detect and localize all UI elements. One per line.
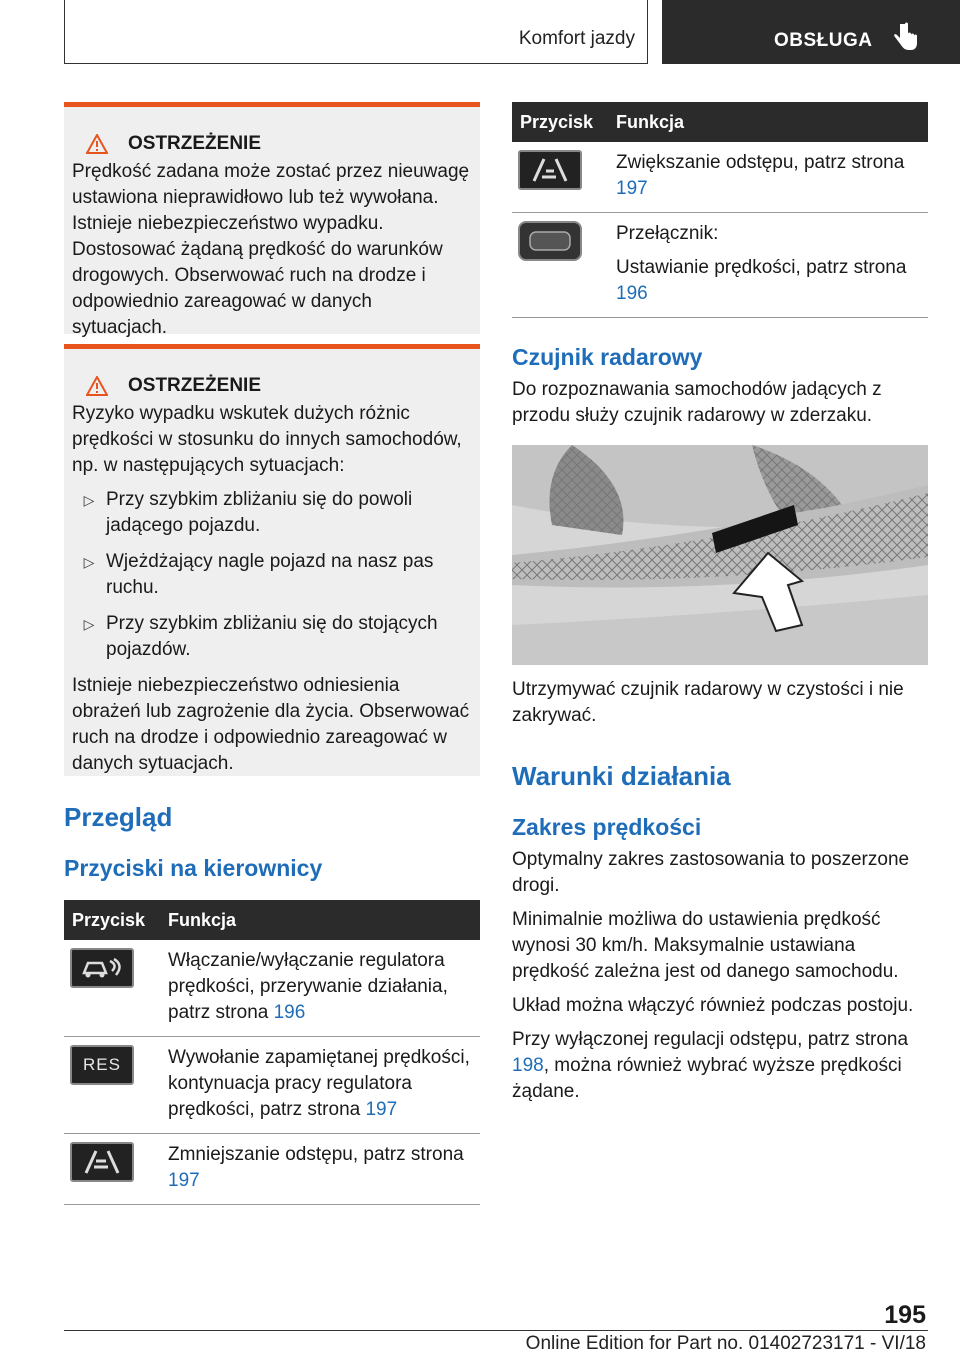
subsection-heading: Przyciski na kierownicy bbox=[64, 855, 323, 881]
section-title: Komfort jazdy bbox=[518, 28, 635, 49]
chapter-tab[interactable] bbox=[662, 0, 960, 64]
button-table bbox=[64, 900, 480, 1205]
page-link[interactable]: 197 bbox=[616, 178, 648, 199]
paragraph: Optymalny zakres zastosowania to poszerzone drogi. bbox=[512, 849, 910, 896]
warning-intro: Ryzyko wypadku wskutek dużych różnic prędkości w stosunku do innych samochodów, np. w następujących sytuacjach: bbox=[72, 403, 462, 476]
table-row bbox=[64, 1134, 480, 1205]
warning-title: OSTRZEŻENIE bbox=[128, 133, 262, 154]
warning-triangle-icon bbox=[86, 376, 108, 396]
page-link[interactable]: 196 bbox=[616, 283, 648, 304]
paragraph: Układ można włączyć również podczas postoju. bbox=[512, 995, 914, 1016]
page-link[interactable]: 198 bbox=[512, 1055, 544, 1076]
footer-divider bbox=[64, 1330, 928, 1331]
bullet-triangle-icon: ▷ bbox=[83, 616, 95, 632]
column-header: Przycisk bbox=[64, 900, 160, 940]
section-heading: Warunki działania bbox=[512, 761, 731, 791]
table-row bbox=[64, 1037, 480, 1134]
warning-box-2 bbox=[64, 344, 480, 776]
list-item: ▷ Przy szybkim zbliżaniu się do stojących pojazdów. bbox=[72, 611, 472, 663]
function-text: Wywołanie zapamiętanej prędkości, kontynuacja pracy regulatora prędkości, patrz strona bbox=[168, 1047, 470, 1120]
warning-outro: Istnieje niebezpieczeństwo odniesienia obrażeń lub zagrożenie dla życia. Obserwować ruch na drodze i odpowiednio zareagować w danych sytuacjach. bbox=[72, 675, 470, 774]
res-icon: RES bbox=[70, 1045, 134, 1085]
column-header: Funkcja bbox=[608, 102, 928, 142]
bullet-triangle-icon: ▷ bbox=[83, 492, 95, 508]
radar-care-text: Utrzymywać czujnik radarowy w czystości i nie zakrywać. bbox=[512, 679, 904, 726]
function-text: Zwiększanie odstępu, patrz strona bbox=[616, 152, 905, 173]
table-row bbox=[64, 940, 480, 1037]
warning-triangle-icon bbox=[86, 134, 108, 154]
function-text: Ustawianie prędkości, patrz strona bbox=[616, 257, 907, 278]
paragraph: Przy wyłączonej regulacji odstępu, patrz strona 198, można również wybrać wyższe prędkości żądane. bbox=[512, 1029, 909, 1102]
column-header: Przycisk bbox=[512, 102, 608, 142]
table-row bbox=[512, 142, 928, 213]
list-item: ▷ Wjeżdżający nagle pojazd na nasz pas ruchu. bbox=[72, 549, 472, 601]
button-table bbox=[512, 102, 928, 318]
column-header: Funkcja bbox=[160, 900, 480, 940]
rocker-switch-icon bbox=[518, 221, 582, 261]
radar-sensor-photo bbox=[512, 445, 928, 665]
page-link[interactable]: 197 bbox=[168, 1170, 200, 1191]
page-link[interactable]: 196 bbox=[273, 1002, 306, 1023]
warning-title: OSTRZEŻENIE bbox=[128, 375, 262, 396]
distance-decrease-icon bbox=[70, 1142, 134, 1182]
section-heading: Czujnik radarowy bbox=[512, 344, 703, 370]
hand-pointer-icon bbox=[892, 22, 918, 52]
list-item: ▷ Przy szybkim zbliżaniu się do powoli jadącego pojazdu. bbox=[72, 487, 472, 539]
distance-increase-icon bbox=[518, 150, 582, 190]
paragraph: Minimalnie możliwa do ustawienia prędkość wynosi 30 km/h. Maksymalnie ustawiana prędkość zależna jest od danego samochodu. bbox=[512, 909, 899, 982]
page-link[interactable]: 197 bbox=[365, 1099, 398, 1120]
page-number: 195 bbox=[884, 1301, 926, 1329]
bullet-triangle-icon: ▷ bbox=[83, 554, 95, 570]
edition-footer: Online Edition for Part no. 01402723171 - VI/18 bbox=[525, 1333, 926, 1354]
warning-text: Prędkość zadana może zostać przez nieuwagę ustawiona nieprawidłowo lub też wywołana. Istnieje niebezpieczeństwo wypadku. Dostosować żądaną prędkość do warunków drogowych. Obserwować ruch na drodze i odpowiednio zareagować w danych sytuacjach. bbox=[72, 161, 470, 338]
radar-text: Do rozpoznawania samochodów jadących z przodu służy czujnik radarowy w zderzaku. bbox=[512, 379, 882, 426]
table-row bbox=[512, 213, 928, 318]
chapter-label: OBSŁUGA bbox=[774, 30, 873, 51]
subsection-heading: Zakres prędkości bbox=[512, 814, 702, 840]
function-text: Przełącznik: bbox=[616, 223, 719, 244]
section-heading: Przegląd bbox=[64, 802, 173, 832]
cruise-control-icon bbox=[70, 948, 134, 988]
function-text: Włączanie/wyłączanie regulatora prędkości, przerywanie działania, patrz strona bbox=[168, 950, 448, 1023]
function-text: Zmniejszanie odstępu, patrz strona bbox=[168, 1144, 464, 1165]
warning-box-1 bbox=[64, 102, 480, 338]
